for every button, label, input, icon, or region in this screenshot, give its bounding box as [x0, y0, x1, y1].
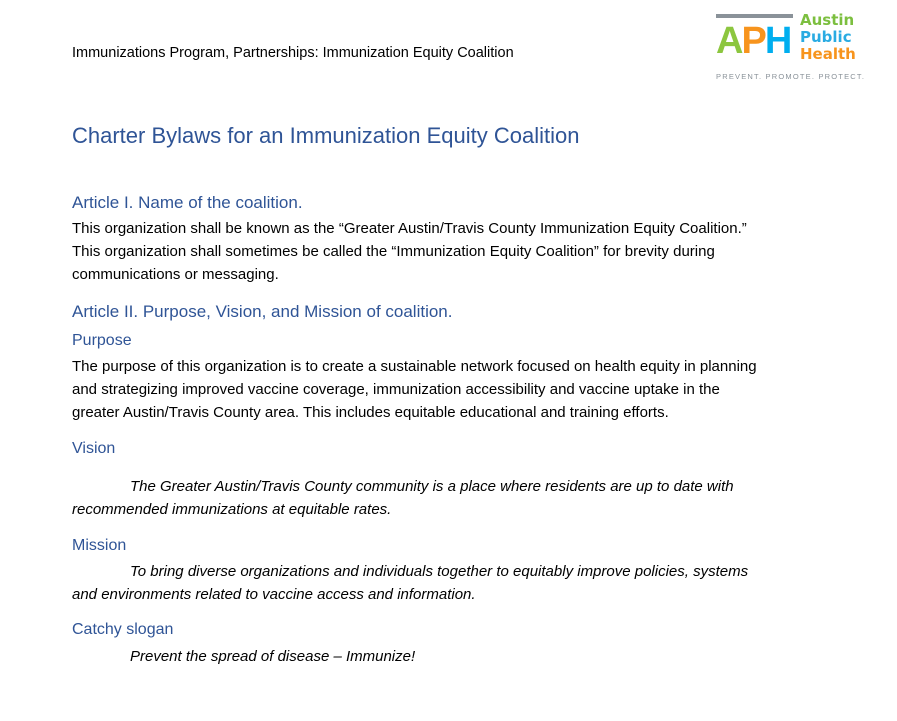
- purpose-body: [72, 355, 832, 424]
- mission-heading: Mission: [72, 537, 127, 554]
- mission-line: To bring diverse organizations and individuals together to equitably improve policies, systems: [130, 563, 749, 580]
- logo-tagline: PREVENT. PROMOTE. PROTECT.: [716, 72, 866, 81]
- article-1-body: [72, 217, 832, 286]
- mission-body: [72, 560, 832, 606]
- logo-letters: [716, 18, 790, 64]
- article-1-line: This organization shall sometimes be called the “Immunization Equity Coalition” for brevity during: [72, 243, 715, 260]
- logo-letter-p: P: [741, 20, 765, 62]
- vision-line: recommended immunizations at equitable rates.: [72, 501, 392, 518]
- slogan-heading: Catchy slogan: [72, 621, 174, 638]
- article-2-heading: Article II. Purpose, Vision, and Mission of coalition.: [72, 302, 453, 321]
- logo-word-health: Health: [800, 45, 856, 63]
- purpose-line: and strategizing improved vaccine coverage, immunization accessibility and vaccine uptake in the: [72, 381, 720, 398]
- logo-words: [800, 12, 856, 63]
- article-1-heading: Article I. Name of the coalition.: [72, 193, 303, 212]
- article-1-line: communications or messaging.: [72, 266, 279, 283]
- logo-letter-h: H: [764, 20, 791, 62]
- purpose-heading: Purpose: [72, 332, 132, 349]
- article-1-line: This organization shall be known as the “Greater Austin/Travis County Immunization Equity Coalition.”: [72, 220, 747, 237]
- slogan-body: [72, 645, 832, 668]
- logo-letter-a: A: [716, 20, 742, 62]
- mission-line: and environments related to vaccine access and information.: [72, 586, 476, 603]
- vision-heading: Vision: [72, 440, 116, 457]
- logo-word-austin: Austin: [800, 11, 855, 29]
- vision-line: The Greater Austin/Travis County community is a place where residents are up to date with: [130, 478, 734, 495]
- running-header: Immunizations Program, Partnerships: Immunization Equity Coalition: [72, 45, 514, 61]
- purpose-line: greater Austin/Travis County area. This includes equitable educational and training efforts.: [72, 404, 669, 421]
- slogan-text: Prevent the spread of disease – Immunize!: [130, 648, 416, 665]
- logo-word-public: Public: [800, 28, 852, 46]
- document-title: Charter Bylaws for an Immunization Equity Coalition: [72, 123, 580, 148]
- vision-body: [72, 475, 832, 521]
- purpose-line: The purpose of this organization is to create a sustainable network focused on health equity in planning: [72, 358, 757, 375]
- austin-public-health-logo: [716, 12, 876, 87]
